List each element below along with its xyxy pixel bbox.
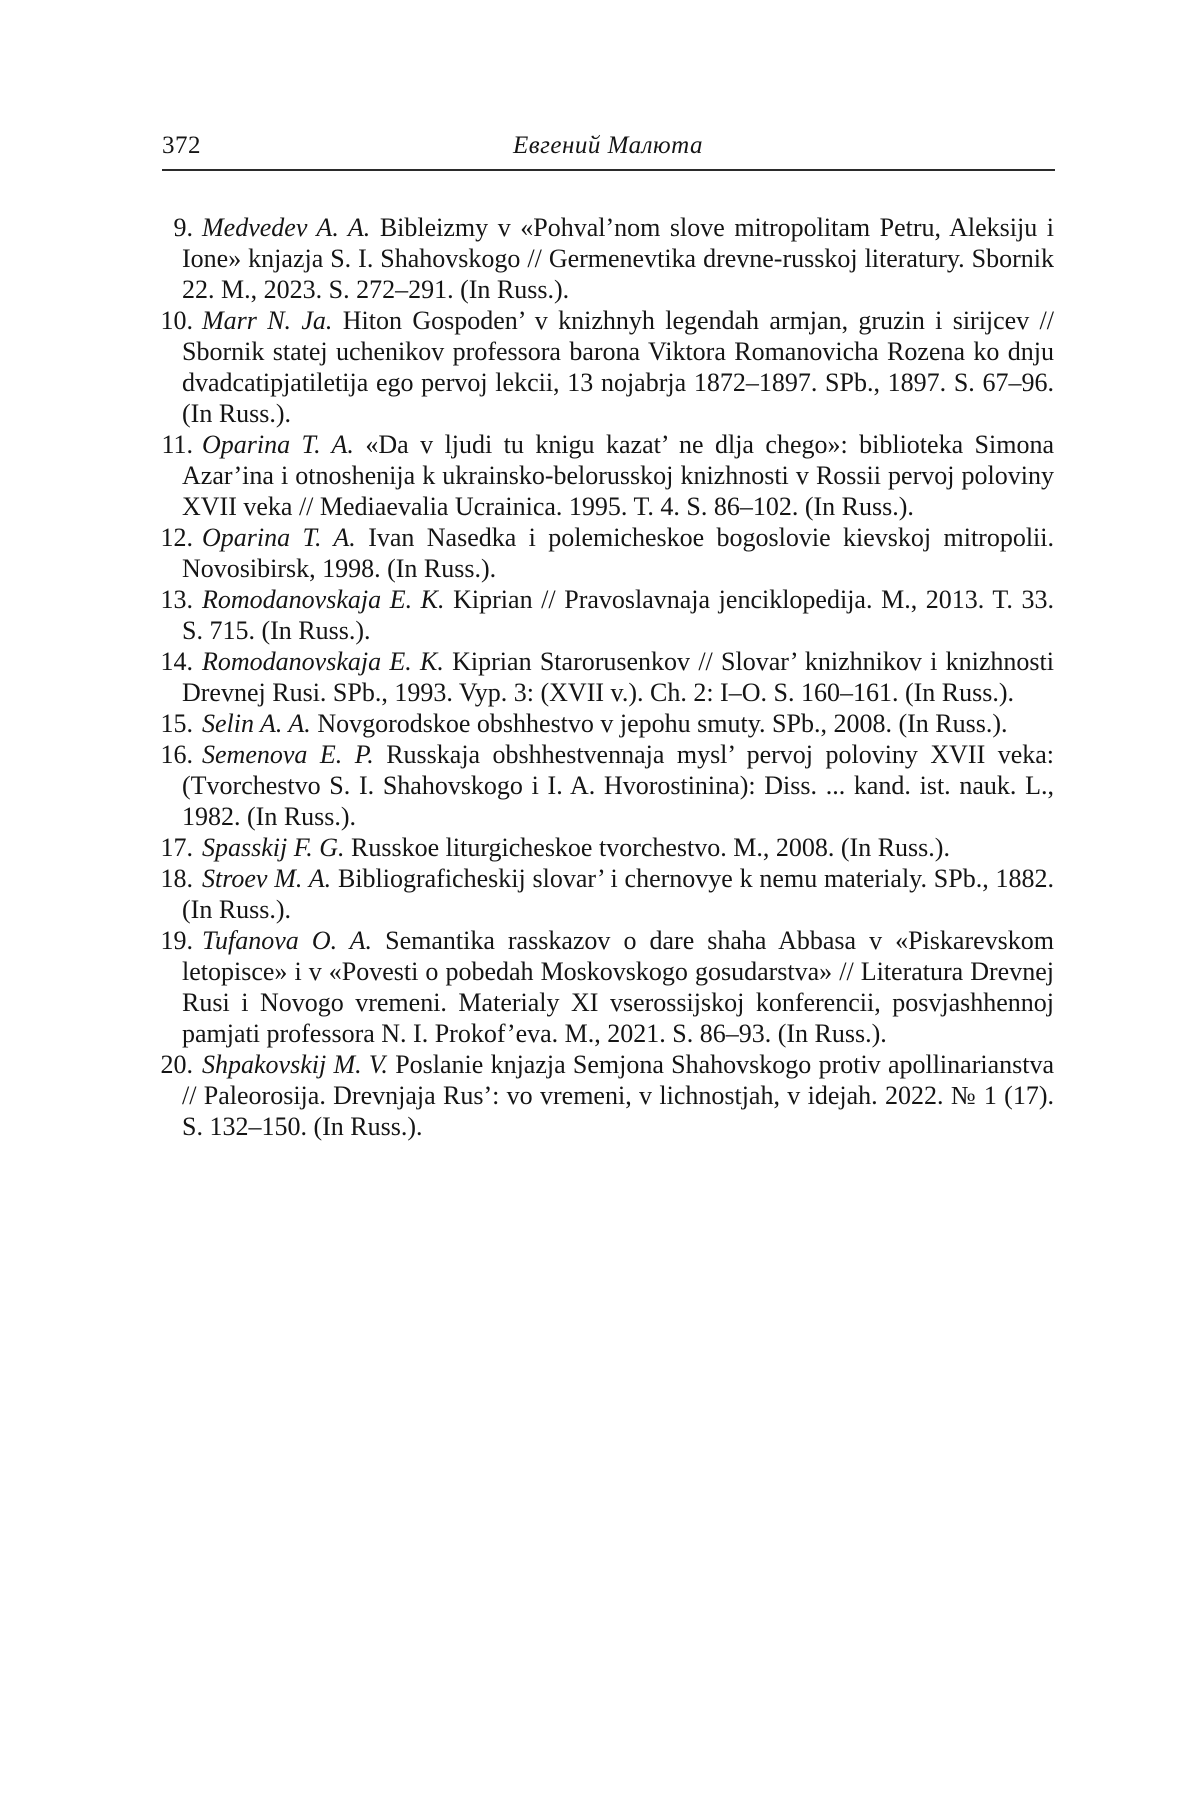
reference-entry — [162, 584, 1054, 646]
reference-text: Hiton Gospoden’ v knizhnyh legendah armjan, gruzin i sirijcev // Sbornik statej uchenikov professora barona Viktora Romanovicha Rozena ko dnju dvadcatipjatiletija ego pervoj lekcii, 13 nojabrja 1872–1897. SPb., 1897. S. 67–96. (In Russ.). — [182, 306, 1054, 428]
reference-text: Bibliograficheskij slovar’ i chernovye k nemu materialy. SPb., 1882. (In Russ.). — [182, 864, 1055, 924]
reference-number: 13. — [160, 585, 193, 614]
reference-number: 15. — [160, 709, 193, 738]
header-rule — [162, 169, 1055, 171]
reference-text: Novgorodskoe obshhestvo v jepohu smuty. SPb., 2008. (In Russ.). — [317, 709, 1008, 738]
reference-number: 11. — [161, 430, 193, 459]
reference-entry — [162, 863, 1054, 925]
reference-text: Poslanie knjazja Semjona Shahovskogo protiv apollinarianstva // Paleorosija. Drevnjaja Rus’: vo vremeni, v lichnostjah, v idejah. 2022. № 1 (17). S. 132–150. (In Russ.). — [182, 1050, 1054, 1141]
reference-entry — [162, 212, 1054, 305]
reference-author: Medvedev A. A. — [202, 213, 371, 242]
reference-entry — [162, 305, 1054, 429]
reference-number: 12. — [160, 523, 193, 552]
page-number: 372 — [162, 132, 201, 159]
reference-text: Russkoe liturgicheskoe tvorchestvo. M., 2008. (In Russ.). — [351, 833, 950, 862]
reference-text: Bibleizmy v «Pohval’nom slove mitropolitam Petru, Aleksiju i Ione» knjazja S. I. Shahovskogo // Germenevtika drevne-russkoj literatury. Sbornik 22. M., 2023. S. 272–291. (In Russ.). — [182, 213, 1054, 304]
reference-entry — [162, 522, 1054, 584]
reference-author: Semenova E. P. — [202, 740, 374, 769]
reference-author: Romodanovskaja E. K. — [202, 585, 445, 614]
reference-number: 16. — [160, 740, 193, 769]
reference-text: Kiprian // Pravoslavnaja jenciklopedija. M., 2013. T. 33. S. 715. (In Russ.). — [182, 585, 1054, 645]
reference-author: Oparina T. A. — [202, 430, 354, 459]
reference-text: Semantika rasskazov o dare shaha Abbasa v «Piskarevskom letopisce» i v «Povesti o pobedah Moskovskogo gosudarstva» // Literatura Drevnej Rusi i Novogo vremeni. Materialy XI vserossijskoj konferencii, posvjashhennoj pamjati professora N. I. Prokof’eva. M., 2021. S. 86–93. (In Russ.). — [182, 926, 1055, 1048]
page-header — [162, 132, 1054, 164]
reference-entry — [162, 739, 1054, 832]
reference-number: 20. — [160, 1050, 193, 1079]
reference-author: Stroev M. A. — [202, 864, 332, 893]
reference-author: Romodanovskaja E. K. — [202, 647, 444, 676]
reference-entry — [162, 1049, 1054, 1142]
reference-number: 19. — [160, 926, 193, 955]
reference-entry — [162, 646, 1054, 708]
reference-text: Russkaja obshhestvennaja mysl’ pervoj poloviny XVII veka: (Tvorchestvo S. I. Shahovskogo i I. A. Hvorostinina): Diss. ... kand. ist. nauk. L., 1982. (In Russ.). — [182, 740, 1055, 831]
running-title: Евгений Малюта — [513, 132, 703, 159]
reference-entry — [162, 429, 1054, 522]
reference-text: Kiprian Starorusenkov // Slovar’ knizhnikov i knizhnosti Drevnej Rusi. SPb., 1993. Vyp. 3: (XVII v.). Ch. 2: I–O. S. 160–161. (In Russ.). — [182, 647, 1054, 707]
reference-number: 18. — [160, 864, 193, 893]
reference-entry — [162, 832, 1054, 863]
reference-author: Marr N. Ja. — [202, 306, 333, 335]
reference-entry — [162, 708, 1054, 739]
reference-author: Oparina T. A. — [202, 523, 356, 552]
reference-number: 9. — [173, 213, 193, 242]
reference-number: 10. — [160, 306, 193, 335]
reference-author: Spasskij F. G. — [202, 833, 345, 862]
reference-author: Selin A. A. — [202, 709, 311, 738]
reference-list — [162, 212, 1054, 1142]
reference-author: Shpakovskij M. V. — [202, 1050, 388, 1079]
reference-author: Tufanova O. A. — [202, 926, 373, 955]
reference-number: 14. — [160, 647, 193, 676]
reference-entry — [162, 925, 1054, 1049]
reference-text: «Da v ljudi tu knigu kazat’ ne dlja chego»: biblioteka Simona Azar’ina i otnoshenija k ukrainsko-belorusskoj knizhnosti v Rossii pervoj poloviny XVII veka // Mediaevalia Ucrainica. 1995. T. 4. S. 86–102. (In Russ.). — [182, 430, 1054, 521]
reference-text: Ivan Nasedka i polemicheskoe bogoslovie kievskoj mitropolii. Novosibirsk, 1998. (In Russ.). — [182, 523, 1055, 583]
reference-number: 17. — [160, 833, 193, 862]
